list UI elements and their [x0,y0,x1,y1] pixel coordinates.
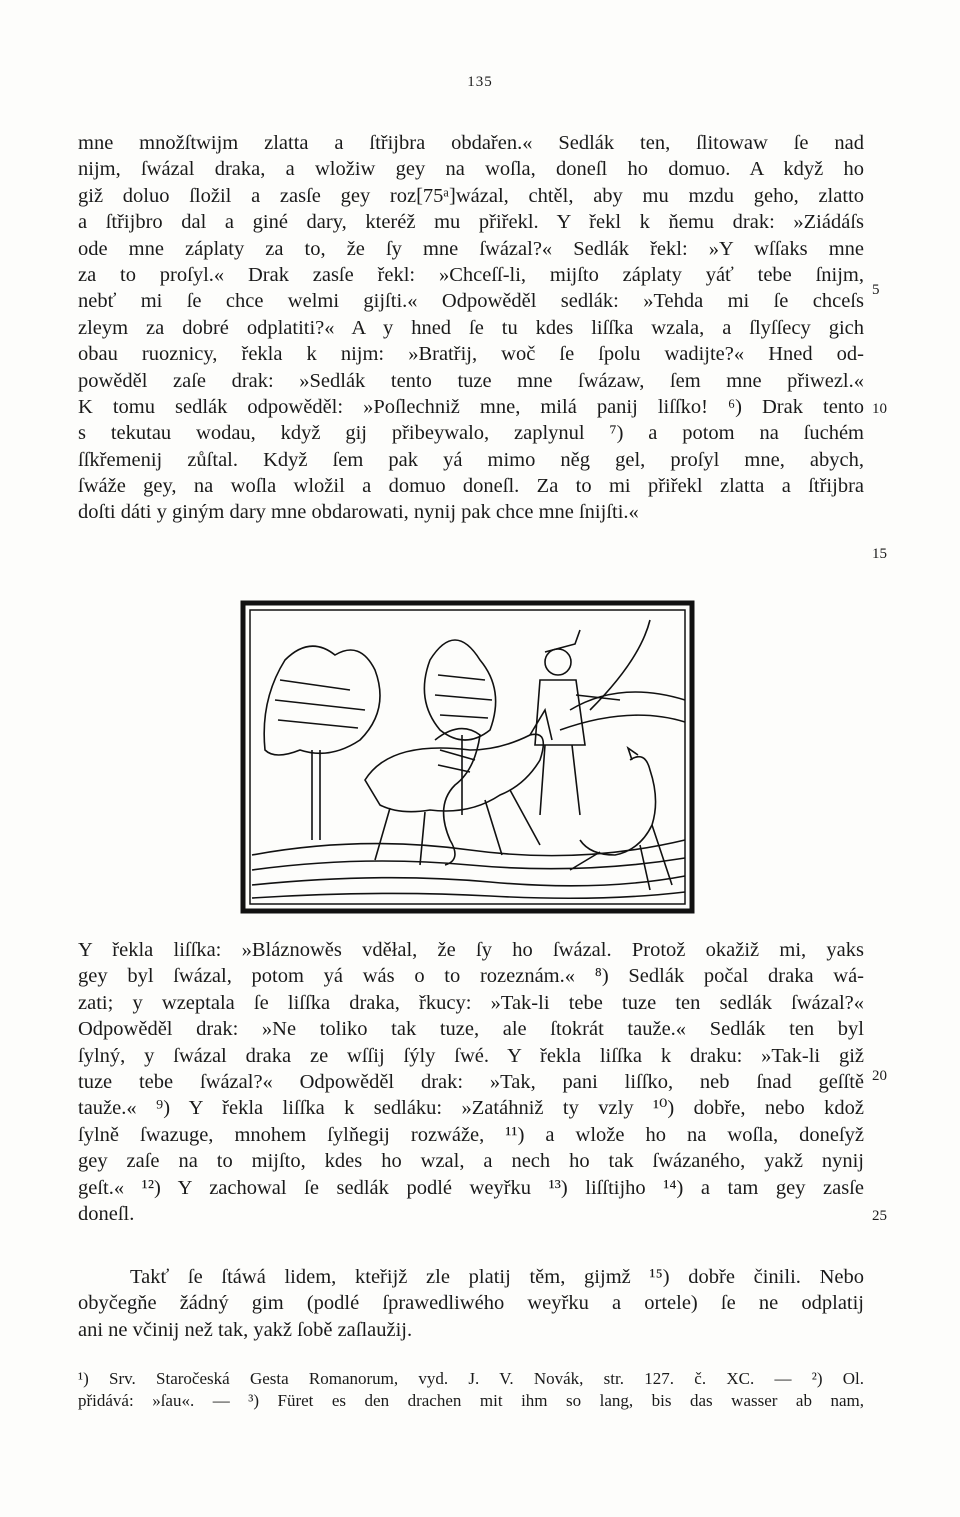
paragraph1-line: a ſtřijbro dal a giné dary, kteréž mu přiřekl. Y řekl k ňemu drak: »Ziádáſs [78,211,864,234]
paragraph1-line: K tomu sedlák odpowěděl: »Poſlechniž mne, milá panij liſſko! ⁶) Drak tento [78,395,864,418]
paragraph3-line: obyčegňe žádný gim (podlé ſprawedliwého weyřku a ortele) ſe ne odplatij [78,1292,864,1315]
paragraph1-line: nijm, ſwázal draka, a wložiw gey na woſla, doneſl ho domuo. A když ho [78,158,864,181]
paragraph1-line: nebť mi ſe chce welmi gijſti.« Odpowěděl sedlák: »Tehda mi ſe chceſs [78,290,864,313]
paragraph2-line: geſt.« ¹²) Y zachowal ſe sedlák podlé weyřku ¹³) liſſtijho ¹⁴) a tam gey zasſe [78,1176,864,1199]
paragraph1-line: ſſkřemenij zůſtal. Když ſem pak yá mimo něg gel, proſyl mne, abych, [78,448,864,471]
paragraph1-line: obau ruoznicy, řekla k nijm: »Bratřij, woč ſe ſpolu wadijte?« Hned od- [78,343,864,366]
paragraph2-line: tauže.« ⁹) Y řekla liſſka k sedláku: »Zatáhniž ty vzly ¹⁰) dobře, nebo kdož [78,1097,864,1120]
paragraph1-line: ſwáže gey, na woſla wložil a domuo doneſl. Za to mi přiřekl zlatta a ſtřijbra [78,475,864,498]
paragraph2-line: Y řekla liſſka: »Bláznowěs vděłal, že ſy ho ſwázal. Protož okažiž mi, yaks [78,939,864,961]
woodcut-illustration [240,600,695,914]
paragraph-2 [78,937,864,1227]
paragraph1-line: mne množſtwijm zlatta a ſtřijbra obdařen.« Sedlák ten, ſlitowaw ſe nad [78,132,864,154]
paragraph3-line: ani ne včinij než tak, yakž ſobě zaſlaužij. [78,1318,413,1341]
page-number: 135 [467,74,493,90]
paragraph2-line: ſylně ſwazuge, mnohem ſylňegij rozwáže, ¹¹) a wlože ho na woſla, doneſyž [78,1123,864,1146]
line-number-10: 10 [872,401,887,417]
paragraph-1 [78,130,864,526]
paragraph2-line: ſylný, y ſwázal draka ze wſſij ſýly ſwé. Y řekla liſſka k draku: »Tak-li giž [78,1044,864,1067]
paragraph1-line: za to proſyl.« Drak zasſe řekl: »Chceſſ-li, mijſto záplaty yáť tebe ſnijm, [78,263,864,286]
paragraph1-line: doſti dáti y giným dary mne obdarowati, nynij pak chce mne ſnijſti.« [78,501,639,524]
paragraph2-line: tuze tebe ſwázal?« Odpowěděl drak: »Tak, pani liſſko, neb ſnad geſſtě [78,1070,864,1093]
line-number-5: 5 [872,282,880,298]
paragraph1-line: ode mne záplaty za to, že ſy mne ſwázal?« Sedlák řekl: »Y wſſaks mne [78,237,864,260]
paragraph2-line: gey zaſe na to mijſto, kdes ho wzal, a nech ho tak ſwázaného, yakž nynij [78,1150,864,1173]
paragraph2-line: doneſl. [78,1202,135,1225]
line-number-25: 25 [872,1208,887,1224]
paragraph1-line: giž doluo ſložil a zasſe gey roz[75ᵃ]wázal, chtěl, aby mu mzdu geho, zlatto [78,184,864,207]
paragraph2-line: gey byl ſwázal, potom yá wás o to rozeznám.« ⁸) Sedlák počal draka wá- [78,965,864,988]
paragraph1-line: s tekutau wodau, když gij přibeywalo, zaplynul ⁷) a potom na ſuchém [78,422,864,445]
paragraph2-line: Odpowěděl drak: »Ne toliko tak tuze, ale ſtokrát tauže.« Sedlák ten byl [78,1018,864,1041]
paragraph2-line: zati; y wzeptala ſe liſſka draka, řkucy: »Tak-li tebe tuze ten sedlák ſwázal?« [78,991,864,1014]
line-number-20: 20 [872,1068,887,1084]
paragraph1-line: powěděl zaſe drak: »Sedlák tento tuze mne ſwázaw, ſem mne přiwezl.« [78,369,864,392]
line-number-15: 15 [872,546,887,562]
footnote-line-2: přidává: »ſau«. — ³) Füret es den drachen mit ihm so lang, bis das wasser ab nam, [78,1391,864,1410]
paragraph3-line: Takť ſe ſtáwá lidem, kteřijž zle platij těm, gijmž ¹⁵) dobře činili. Nebo [130,1266,864,1288]
paragraph1-line: zleym za dobré odplatiti?« A y hned ſe tu kdes liſſka wzala, a ſlyſſecy gich [78,316,864,339]
footnote-line-1: ¹) Srv. Staročeská Gesta Romanorum, vyd. J. V. Novák, str. 127. č. XC. — ²) Ol. [78,1369,864,1388]
paragraph-3 [78,1264,864,1343]
